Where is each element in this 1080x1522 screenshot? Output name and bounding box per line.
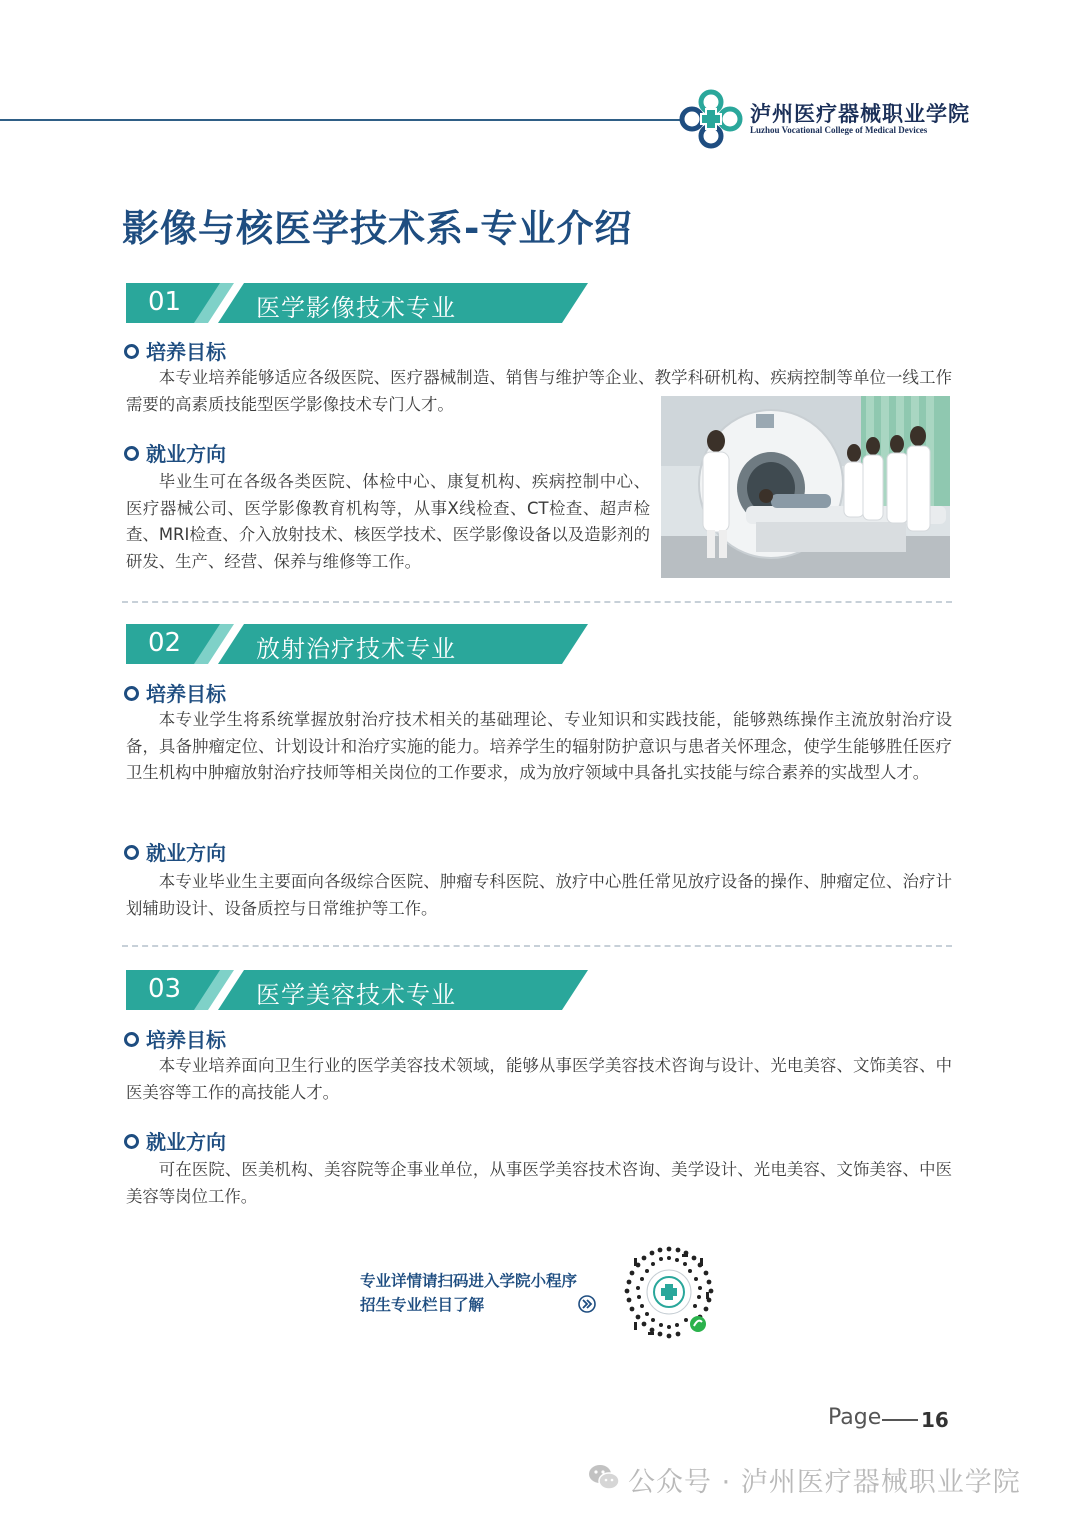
page-number: 16: [921, 1408, 949, 1432]
section-divider: [122, 945, 952, 947]
career-text-01: 毕业生可在各级各类医院、体检中心、康复机构、疾病控制中心、医疗器械公司、医学影像教育机构等，从事X线检查、CT检查、超声检查、MRI检查、介入放射技术、核医学技术、医学影像设备以及造影剂的研发、生产、经营、保养与维修等工作。: [126, 472, 650, 571]
major-number: 01: [148, 287, 182, 317]
goal-label: 培养目标: [146, 682, 226, 706]
major-name: 医学美容技术专业: [256, 981, 456, 1009]
major-name: 医学影像技术专业: [256, 294, 456, 322]
circle-bullet-icon: [124, 344, 139, 359]
mini-program-qr-code[interactable]: [620, 1244, 718, 1342]
goal-heading-01: [124, 336, 226, 365]
goal-text-01: 本专业培养能够适应各级医院、医疗器械制造、销售与维护等企业、教学科研机构、疾病控制等单位一线工作需要的高素质技能型医学影像技术专门人才。: [126, 368, 952, 414]
goal-heading-02: [124, 678, 226, 707]
section-divider: [122, 601, 952, 603]
career-text-03: 可在医院、医美机构、美容院等企事业单位，从事医学美容技术咨询、美学设计、光电美容、文饰美容、中医美容等岗位工作。: [126, 1160, 952, 1206]
page-dash: [882, 1419, 918, 1421]
goal-label: 培养目标: [146, 1028, 226, 1052]
page-title: 影像与核医学技术系-专业介绍: [122, 207, 633, 250]
circle-bullet-icon: [124, 446, 139, 461]
qr-prompt-line1: 专业详情请扫码进入学院小程序: [360, 1272, 578, 1290]
circle-bullet-icon: [124, 1134, 139, 1149]
circle-bullet-icon: [124, 845, 139, 860]
circle-bullet-icon: [124, 686, 139, 701]
major-number: 02: [148, 628, 182, 658]
major-number: 03: [148, 974, 182, 1004]
career-label: 就业方向: [146, 1130, 226, 1154]
school-name-cn: 泸州医疗器械职业学院: [750, 101, 970, 126]
wechat-icon: [588, 1462, 620, 1492]
college-logo-icon: [678, 88, 744, 150]
goal-label: 培养目标: [146, 340, 226, 364]
header-rule: [0, 119, 680, 121]
goal-heading-03: [124, 1024, 226, 1053]
qr-prompt: [360, 1269, 577, 1317]
double-chevron-right-icon: [578, 1295, 596, 1313]
school-name-en: Luzhou Vocational College of Medical Devices: [750, 125, 928, 135]
major-name: 放射治疗技术专业: [256, 635, 456, 663]
career-heading-02: [124, 837, 226, 866]
career-heading-01: [124, 438, 226, 467]
ct-scanner-photo: [661, 396, 950, 578]
career-label: 就业方向: [146, 841, 226, 865]
goal-text-02: 本专业学生将系统掌握放射治疗技术相关的基础理论、专业知识和实践技能，能够熟练操作主流放射治疗设备，具备肿瘤定位、计划设计和治疗实施的能力。培养学生的辐射防护意识与患者关怀理念，使学生能够胜任医疗卫生机构中肿瘤放射治疗技师等相关岗位的工作要求，成为放疗领域中具备扎实技能与综合素养的实战型人才。: [126, 710, 952, 782]
major-banner-03: [126, 970, 588, 1010]
career-label: 就业方向: [146, 442, 226, 466]
page-label: Page: [828, 1405, 882, 1430]
major-banner-02: [126, 624, 588, 664]
major-banner-01: [126, 283, 588, 323]
goal-text-03: 本专业培养面向卫生行业的医学美容技术领域，能够从事医学美容技术咨询与设计、光电美容、文饰美容、中医美容等工作的高技能人才。: [126, 1056, 952, 1102]
career-text-02: 本专业毕业生主要面向各级综合医院、肿瘤专科医院、放疗中心胜任常见放疗设备的操作、肿瘤定位、治疗计划辅助设计、设备质控与日常维护等工作。: [126, 872, 952, 918]
career-heading-03: [124, 1126, 226, 1155]
circle-bullet-icon: [124, 1032, 139, 1047]
qr-prompt-line2: 招生专业栏目了解: [360, 1296, 485, 1314]
wechat-watermark: 公众号 · 泸州医疗器械职业学院: [628, 1467, 1021, 1498]
